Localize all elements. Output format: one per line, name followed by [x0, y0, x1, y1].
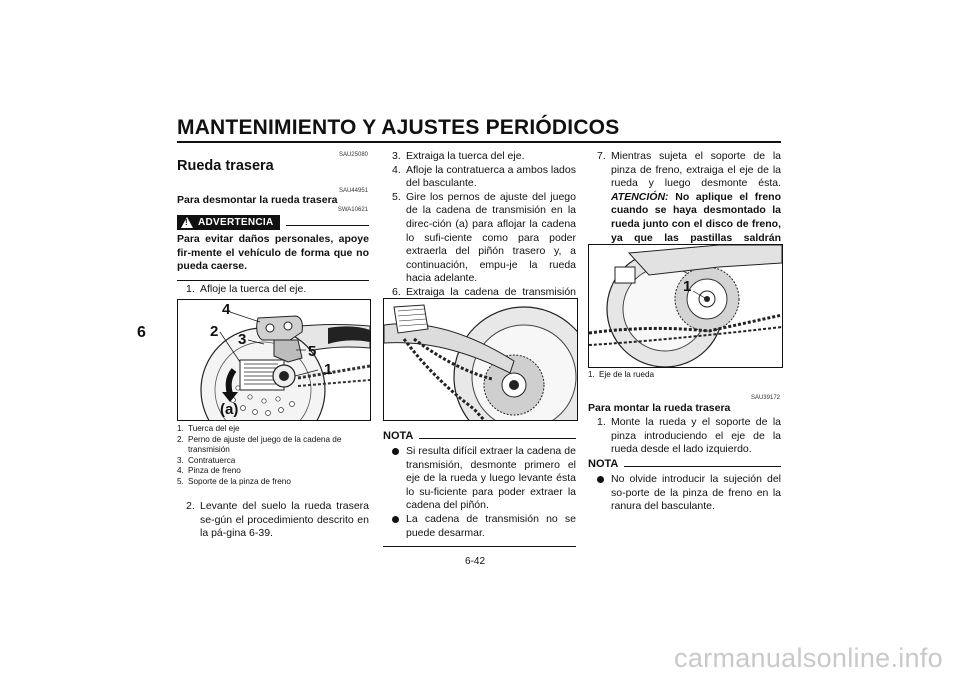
ref-code: SAU44951: [338, 188, 368, 194]
title-rule: [177, 141, 781, 143]
nota-label: NOTA: [383, 430, 414, 442]
list-item: 2. Perno de ajuste del juego de la cadena de transmisión: [177, 434, 342, 455]
axle-illustration: [589, 245, 782, 367]
step-list: [177, 283, 369, 297]
callout-4: 4: [222, 301, 231, 318]
callout-3: 3: [238, 331, 247, 348]
figure-caption: [588, 370, 781, 381]
figure-axle: [588, 244, 783, 368]
warning-label: ADVERTENCIA: [198, 217, 274, 228]
warning-text: Para evitar daños personales, apoye fir-mente el vehículo de forma que no pueda caerse.: [177, 233, 369, 273]
list-item: 1. Afloje la tuerca del eje.: [186, 283, 307, 295]
nota-box: [383, 430, 576, 547]
warning-rule: [286, 225, 369, 226]
list-item: 4. Pinza de freno: [177, 466, 241, 476]
list-item: 2. Levante del suelo la rueda trasera se-gún el procedimiento descrito en la pá-gina 6-39.: [186, 500, 369, 540]
step-list: [177, 500, 369, 541]
figure-caliper: [177, 299, 371, 421]
warning-end-rule: [177, 280, 369, 281]
ref-code: SWA10621: [337, 207, 368, 213]
list-item: 1. Eje de la rueda: [588, 370, 655, 379]
callout-1: 1: [324, 361, 333, 378]
list-item: 3. Contratuerca: [177, 455, 236, 465]
list-item: No olvide introducir la sujeción del so-porte de la pinza de freno en la ranura del basculante.: [588, 473, 781, 514]
step-list: [383, 150, 576, 313]
caliper-illustration: [178, 300, 370, 420]
chapter-tab: 6: [137, 324, 146, 341]
callout-1: 1: [683, 278, 692, 295]
atencion-label: ATENCIÓN:: [611, 190, 669, 203]
nota-end-rule: [383, 546, 576, 547]
section-title: Rueda trasera: [177, 158, 274, 174]
list-item: 3. Extraiga la tuerca del eje.: [392, 150, 525, 162]
figure-captions: [177, 424, 369, 488]
nota-box: [588, 458, 781, 514]
warning-box: [177, 215, 369, 281]
list-item: 1. Tuerca del eje: [177, 424, 240, 433]
callout-2: 2: [210, 323, 219, 340]
bullet-icon: [392, 516, 399, 523]
subsection-title: Para montar la rueda trasera: [588, 402, 731, 414]
list-item: 7. Mientras sujeta el soporte de la pinza de freno, extraiga el eje de la rueda y luego desmonte ésta. ATENCIÓN: No aplique el freno cuando se haya desmontado la rueda junto con el disco de freno, ya que las pastillas saldrán: [588, 150, 781, 260]
bullet-icon: [392, 448, 399, 455]
step-list: [588, 416, 781, 457]
ref-code: SAU25080: [338, 152, 368, 158]
warning-triangle-icon: !: [181, 217, 193, 228]
list-item: 5. Soporte de la pinza de freno: [177, 476, 291, 486]
subsection-title: Para desmontar la rueda trasera: [177, 194, 338, 206]
figure-chain: [383, 298, 578, 421]
nota-rule: [419, 438, 576, 439]
callout-a: (a): [220, 401, 239, 418]
list-item: 4. Afloje la contratuerca a ambos lados del basculante.: [392, 163, 576, 190]
list-item: La cadena de transmisión no se puede desarmar.: [383, 513, 576, 540]
list-item: 6. Extraiga la cadena de transmisión: [392, 285, 576, 298]
chain-illustration: [384, 299, 577, 420]
list-item: Si resulta difícil extraer la cadena de transmisión, desmonte primero el eje de la rueda y luego levante ésta lo su-ficiente para poder extraer la cadena del piñón.: [383, 445, 576, 513]
nota-rule: [624, 466, 781, 467]
nota-label: NOTA: [588, 458, 619, 470]
bullet-icon: [597, 476, 604, 483]
atencion-text: No aplique el freno cuando se haya desmontado la rueda junto con el disco de freno, ya que las pastillas saldrán: [611, 190, 781, 244]
page-number: 6-42: [465, 556, 486, 567]
callout-5: 5: [308, 343, 317, 360]
ref-code: SAU39172: [750, 395, 780, 401]
list-item: 1. Monte la rueda y el soporte de la pinza introduciendo el eje de la rueda desde el lado izquierdo.: [597, 416, 781, 456]
warning-badge: [177, 215, 280, 230]
page-title: MANTENIMIENTO Y AJUSTES PERIÓDICOS: [177, 116, 620, 139]
list-item: 5. Gire los pernos de ajuste del juego de la cadena de transmisión en la direc-ción (a) para aflojar la cadena lo sufi-ciente como para poder extraerla del piñón trasero y, a continuación, empu-je la rueda hacia adelante.: [392, 190, 576, 285]
watermark: carmanualsonline.info: [674, 643, 943, 673]
